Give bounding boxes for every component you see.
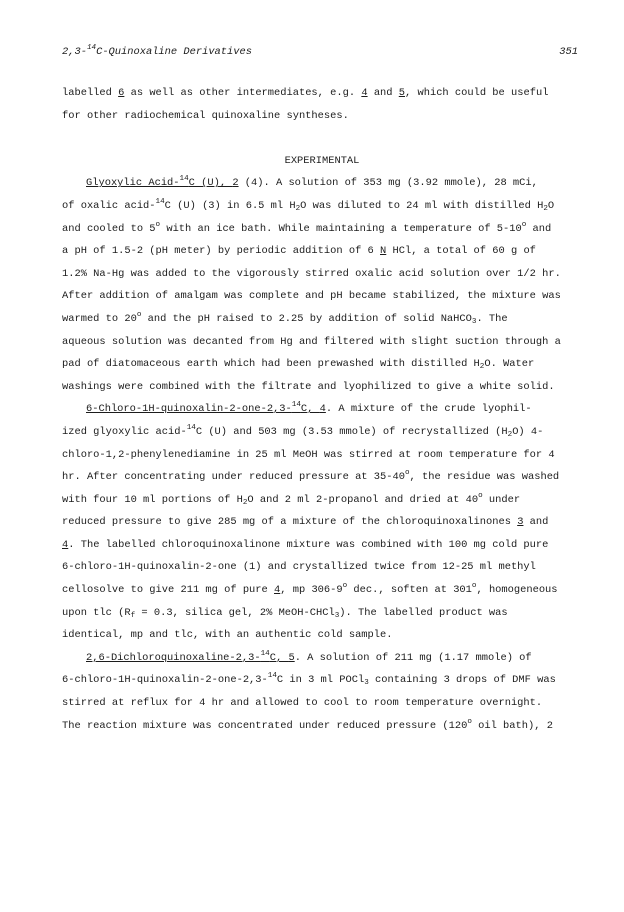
body-text [62,82,582,737]
paragraph-line: upon tlc ($R_f = 0.3$, silica gel, 2% MeOH-CHCl$_3$). The labelled product was [62,606,508,620]
paragraph-line: identical, mp and tlc, with an authentic cold sample. [62,629,393,642]
text-line [62,127,582,150]
paragraph-line: 4. The labelled chloroquinoxalinone mixture was combined with 100 mg cold pure [62,538,549,551]
text-line: for other radiochemical quinoxaline syntheses. [62,109,349,122]
paragraph-line: aqueous solution was decanted from Hg and filtered with slight suction through a [62,335,561,348]
paragraph-line: 6-Chloro-1H-quinoxalin-2-one-2,3-$^{14}$C, 4. A mixture of the crude lyophil- [86,401,532,416]
text-line: labelled 6 as well as other intermediates, e.g. 4 and 5, which could be useful [62,87,549,99]
paragraph-line: 2,6-Dichloroquinoxaline-2,3-$^{14}$C, 5. A solution of 211 mg (1.17 mmole) of [86,649,532,664]
running-title: 2,3-$^{14}$C-Quinoxaline Derivatives [62,44,252,58]
paragraph-line: After addition of amalgam was complete and pH became stabilized, the mixture was [62,290,561,303]
paragraph-line: 6-chloro-1H-quinoxalin-2-one-2,3-$^{14}$C in 3 ml POCl$_3$ containing 3 drops of DMF was [62,672,556,688]
paragraph-line: of oxalic acid-$^{14}$C (U) (3) in 6.5 ml $H_2O$ was diluted to 24 ml with distilled $H_2O$ [62,197,555,213]
page-number: 351 [559,46,578,58]
paragraph-line: The reaction mixture was concentrated under reduced pressure (120$^o$ oil bath), 2 [62,717,553,732]
running-header [62,46,578,62]
paragraph-line: stirred at reflux for 4 hr and allowed to cool to room temperature overnight. [62,697,543,710]
paragraph-line: reduced pressure to give 285 mg of a mixture of the chloroquinoxalinones 3 and [62,516,549,529]
paragraph-line: with four 10 ml portions of $H_2O$ and 2 ml 2-propanol and dried at 40$^o$ under [62,491,521,507]
paragraph-line: pad of diatomaceous earth which had been prewashed with distilled $H_2O$. Water [62,358,535,372]
paragraph-line: 6-chloro-1H-quinoxalin-2-one (1) and crystallized twice from 12-25 ml methyl [62,561,536,574]
paragraph-line: warmed to 20$^o$ and the pH raised to 2.25 by addition of solid NaHCO$_3$. The [62,310,508,326]
paragraph-line: cellosolve to give 211 mg of pure 4, mp 306-9$^o$ dec., soften at 301$^o$, homogeneous [62,582,558,597]
section-heading: EXPERIMENTAL [284,154,360,167]
paragraph-line: washings were combined with the filtrate and lyophilized to give a white solid. [62,380,555,393]
paragraph-line: 1.2% Na-Hg was added to the vigorously stirred oxalic acid solution over 1/2 hr. [62,267,561,280]
paragraph-line: a pH of 1.5-2 (pH meter) by periodic addition of 6 N HCl, a total of 60 g of [62,245,536,258]
paragraph-line: ized glyoxylic acid-$^{14}$C (U) and 503 mg (3.53 mmole) of recrystallized $(H_2O)$ 4- [62,423,544,439]
paragraph-line: Glyoxylic Acid-$^{14}$C (U), 2 (4). A solution of 353 mg (3.92 mmole), 28 mCi, [86,175,538,190]
paragraph-line: hr. After concentrating under reduced pressure at 35-40$^o$, the residue was washed [62,469,560,484]
paragraph-line: chloro-1,2-phenylenediamine in 25 ml MeOH was stirred at room temperature for 4 [62,448,555,461]
paragraph-line: and cooled to 5$^o$ with an ice bath. While maintaining a temperature of 5-10$^o$ and [62,220,552,235]
